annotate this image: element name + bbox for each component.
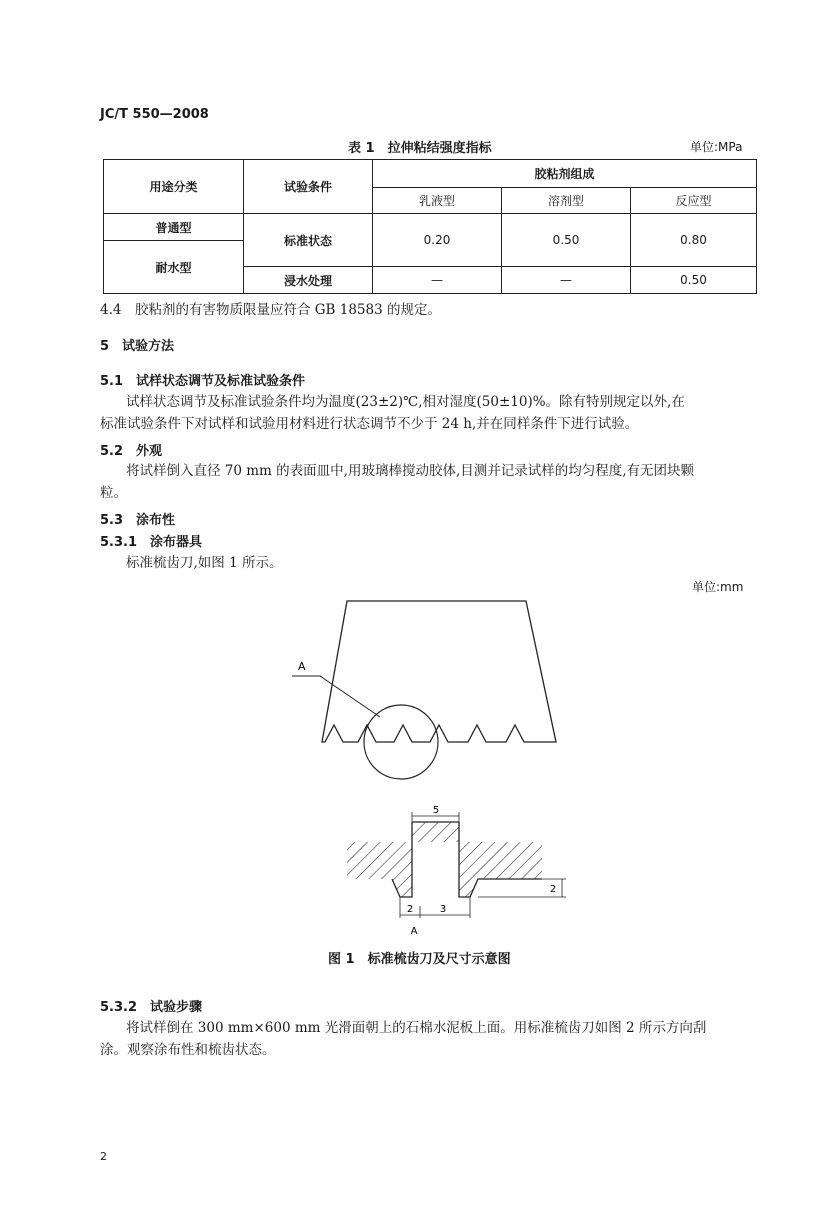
table-caption: 表 1 拉伸粘结强度指标 <box>348 141 492 156</box>
clause-4-4: 4.4 胶粘剂的有害物质限量应符合 GB 18583 的规定。 <box>100 302 441 318</box>
usage-normal: 普通型 <box>104 214 244 241</box>
heading-5-3-1: 5.3.1 涂布器具 <box>100 535 203 550</box>
table-cell: 0.50 <box>502 214 631 267</box>
col-header-usage: 用途分类 <box>104 160 244 214</box>
paragraph-5-2-line1: 将试样倒入直径 70 mm 的表面皿中,用玻璃棒搅动胶体,目测并记录试样的均匀程度,有无团块颗 <box>126 463 695 479</box>
dim-height-2: 2 <box>549 884 557 895</box>
table-cell: — <box>502 267 631 294</box>
detail-hatch-region <box>347 822 542 897</box>
figure-caption: 图 1 标准梳齿刀及尺寸示意图 <box>328 952 511 967</box>
sub-col-reactive: 反应型 <box>631 188 757 214</box>
condition-standard: 标准状态 <box>244 214 373 267</box>
table-cell: 0.80 <box>631 214 757 267</box>
page-number: 2 <box>100 1150 107 1163</box>
paragraph-5-1-line2: 标准试验条件下对试样和试验用材料进行状态调节不少于 24 h,并在同样条件下进行试验。 <box>100 416 639 432</box>
sub-col-emulsion: 乳液型 <box>373 188 502 214</box>
leader-line-a <box>292 676 380 717</box>
figure-unit: 单位:mm <box>692 580 744 594</box>
trowel-outline <box>322 601 556 742</box>
col-header-group: 胶粘剂组成 <box>373 160 757 188</box>
usage-waterproof: 耐水型 <box>104 241 244 294</box>
label-a-bottom: A <box>410 926 418 937</box>
dim-base-3: 3 <box>439 904 447 915</box>
dim-gap-2: 2 <box>406 904 414 915</box>
heading-5-3-2: 5.3.2 试验步骤 <box>100 1000 203 1015</box>
table-cell: — <box>373 267 502 294</box>
paragraph-5-2-line2: 粒。 <box>100 485 127 501</box>
paragraph-5-3-2-line2: 涂。观察涂布性和梳齿状态。 <box>100 1042 276 1058</box>
sub-col-solvent: 溶剂型 <box>502 188 631 214</box>
heading-5: 5 试验方法 <box>100 339 175 354</box>
table-cell: 0.50 <box>631 267 757 294</box>
heading-5-3: 5.3 涂布性 <box>100 513 176 528</box>
paragraph-5-3-1: 标准梳齿刀,如图 1 所示。 <box>126 555 283 571</box>
heading-5-1: 5.1 试样状态调节及标准试验条件 <box>100 374 306 389</box>
condition-immersion: 浸水处理 <box>244 267 373 294</box>
heading-5-2: 5.2 外观 <box>100 444 163 459</box>
label-a-top: A <box>298 660 306 673</box>
paragraph-5-3-2-line1: 将试样倒在 300 mm×600 mm 光滑面朝上的石棉水泥板上面。用标准梳齿刀如图 2 所示方向刮 <box>126 1020 707 1036</box>
col-header-condition: 试验条件 <box>244 160 373 214</box>
table-cell: 0.20 <box>373 214 502 267</box>
dim-top-5: 5 <box>432 805 440 816</box>
table-unit: 单位:MPa <box>690 140 743 154</box>
paragraph-5-1-line1: 试样状态调节及标准试验条件均为温度(23±2)℃,相对湿度(50±10)%。除有特别规定以外,在 <box>126 394 685 410</box>
standard-code: JC/T 550—2008 <box>100 107 209 122</box>
